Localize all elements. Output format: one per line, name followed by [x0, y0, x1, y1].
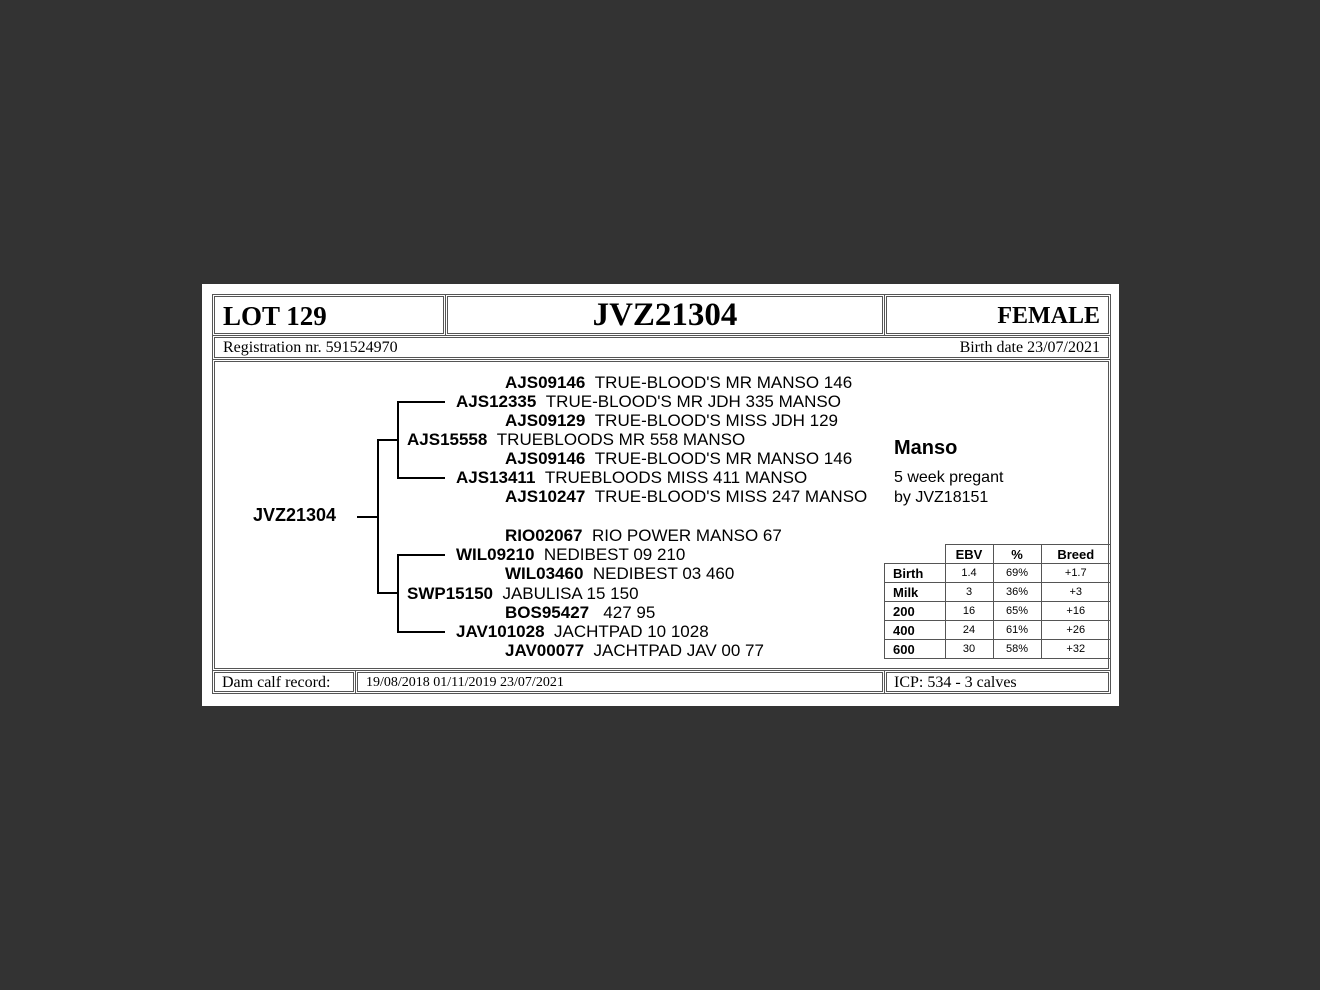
ebv-value: 24	[945, 621, 993, 640]
dam-calf-dates-box	[357, 672, 883, 692]
ebv-accuracy: 61%	[993, 621, 1041, 640]
ebv-breed-avg: +32	[1041, 640, 1111, 659]
connector-sire	[377, 439, 397, 441]
animal-tag: JVZ21304	[592, 297, 738, 333]
ebv-breed-avg: +3	[1041, 583, 1111, 602]
ebv-table	[884, 544, 1111, 659]
ebv-row-label: Milk	[885, 583, 946, 602]
connector-sire-sire	[397, 401, 445, 403]
ebv-row-label: 400	[885, 621, 946, 640]
ebv-header-breed: Breed	[1041, 545, 1111, 564]
ebv-row-label: Birth	[885, 564, 946, 583]
ebv-row-label: 600	[885, 640, 946, 659]
ebv-header-ebv: EBV	[945, 545, 993, 564]
icp-value: ICP: 534 - 3 calves	[894, 674, 1017, 691]
ebv-breed-avg: +16	[1041, 602, 1111, 621]
ebv-row	[885, 602, 1111, 621]
pedigree-dam-dam: JAV101028 JACHTPAD 10 1028	[456, 622, 709, 641]
notes-line-2: by JVZ18151	[894, 489, 989, 506]
connector-sire-vertical	[397, 401, 399, 478]
ebv-header-row	[885, 545, 1111, 564]
connector-main-vertical	[377, 439, 379, 594]
ebv-accuracy: 65%	[993, 602, 1041, 621]
ebv-value: 1.4	[945, 564, 993, 583]
ebv-corner	[885, 545, 946, 564]
ebv-row-label: 200	[885, 602, 946, 621]
pedigree-animal: JVZ21304	[253, 505, 337, 525]
dam-calf-dates: 19/08/2018 01/11/2019 23/07/2021	[366, 675, 564, 690]
tag-box	[447, 296, 883, 334]
ebv-value: 30	[945, 640, 993, 659]
connector-dam-vertical	[397, 554, 399, 632]
ebv-accuracy: 36%	[993, 583, 1041, 602]
notes-title: Manso	[894, 437, 958, 459]
pedigree-dam-sire: WIL09210 NEDIBEST 09 210	[456, 545, 686, 564]
ebv-row	[885, 583, 1111, 602]
lot-card	[202, 284, 1119, 706]
ebv-accuracy: 58%	[993, 640, 1041, 659]
sex-box	[886, 296, 1109, 334]
registration-row	[214, 337, 1109, 358]
notes-line-1: 5 week pregant	[894, 469, 1004, 486]
pedigree-sire-dam-dam: AJS10247 TRUE-BLOOD'S MISS 247 MANSO	[505, 487, 868, 506]
pedigree-sire-sire-dam: AJS09129 TRUE-BLOOD'S MISS JDH 129	[505, 411, 838, 430]
ebv-row	[885, 621, 1111, 640]
ebv-header-pct: %	[993, 545, 1041, 564]
registration-number: Registration nr. 591524970	[223, 339, 398, 356]
birth-date: Birth date 23/07/2021	[959, 339, 1100, 356]
pedigree-dam: SWP15150 JABULISA 15 150	[407, 584, 639, 603]
dam-calf-label-box	[214, 672, 354, 692]
ebv-value: 16	[945, 602, 993, 621]
ebv-row	[885, 564, 1111, 583]
lot-number: LOT 129	[223, 301, 327, 331]
icp-box	[886, 672, 1109, 692]
pedigree-sire-dam-sire: AJS09146 TRUE-BLOOD'S MR MANSO 146	[505, 449, 853, 468]
pedigree-dam-dam-sire: BOS95427 427 95	[505, 603, 656, 622]
pedigree-panel	[214, 361, 1109, 669]
connector-dam-dam	[397, 631, 445, 633]
ebv-accuracy: 69%	[993, 564, 1041, 583]
ebv-breed-avg: +26	[1041, 621, 1111, 640]
pedigree-dam-sire-dam: WIL03460 NEDIBEST 03 460	[505, 564, 735, 583]
connector-animal	[357, 516, 377, 518]
pedigree-sire-sire: AJS12335 TRUE-BLOOD'S MR JDH 335 MANSO	[456, 392, 841, 411]
pedigree-dam-sire-sire: RIO02067 RIO POWER MANSO 67	[505, 526, 782, 545]
connector-sire-dam	[397, 477, 445, 479]
pedigree-dam-dam-dam: JAV00077 JACHTPAD JAV 00 77	[505, 641, 764, 660]
ebv-row	[885, 640, 1111, 659]
connector-dam	[377, 592, 397, 594]
ebv-value: 3	[945, 583, 993, 602]
animal-sex: FEMALE	[997, 303, 1100, 329]
ebv-breed-avg: +1.7	[1041, 564, 1111, 583]
lot-box	[214, 296, 444, 334]
pedigree-sire-dam: AJS13411 TRUEBLOODS MISS 411 MANSO	[456, 468, 808, 487]
pedigree-sire: AJS15558 TRUEBLOODS MR 558 MANSO	[407, 430, 746, 449]
pedigree-sire-sire-sire: AJS09146 TRUE-BLOOD'S MR MANSO 146	[505, 373, 853, 392]
dam-calf-label: Dam calf record:	[222, 674, 331, 691]
connector-dam-sire	[397, 554, 445, 556]
